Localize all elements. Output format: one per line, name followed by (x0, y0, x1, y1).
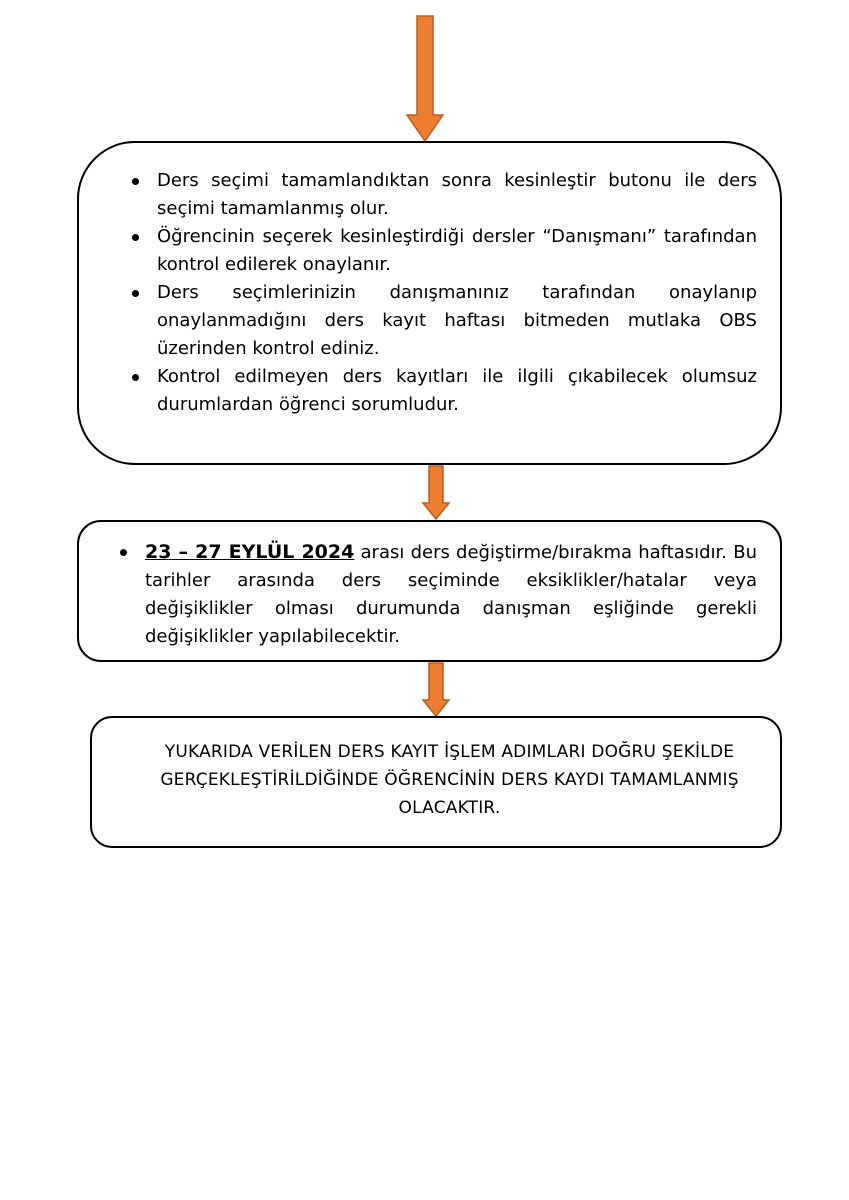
down-arrow-icon (422, 465, 450, 521)
add-drop-date-range: 23 – 27 EYLÜL 2024 (145, 541, 355, 563)
step-box-registration-complete (90, 716, 782, 848)
bullet-dot-icon (132, 234, 139, 241)
bullet-item (129, 167, 757, 223)
add-drop-text: arası ders değiştirme/bırakma haftasıdır. Bu tarihler arasında ders seçiminde eksiklikler/hatalar veya değişiklikler olması durumunda danışman eşliğinde gerekli değişiklikler yapılabilecektir. (145, 542, 757, 647)
bullet-text: Kontrol edilmeyen ders kayıtları ile ilgili çıkabilecek olumsuz durumlardan öğrenci sorumludur. (157, 366, 757, 415)
completion-message: YUKARIDA VERİLEN DERS KAYIT İŞLEM ADIMLARI DOĞRU ŞEKİLDE GERÇEKLEŞTİRİLDİĞİNDE ÖĞRENCİNİN DERS KAYDI TAMAMLANMIŞ OLACAKTIR. (160, 742, 739, 818)
down-arrow-icon (405, 15, 445, 143)
bullet-text: Öğrencinin seçerek kesinleştirdiği dersler “Danışmanı” tarafından kontrol edilerek onaylanır. (157, 226, 757, 275)
down-arrow-icon (422, 662, 450, 718)
bullet-item (129, 223, 757, 279)
bullet-text: Ders seçimlerinizin danışmanınız tarafından onaylanıp onaylanmadığını ders kayıt haftası bitmeden mutlaka OBS üzerinden kontrol ediniz. (157, 282, 757, 359)
bullet-dot-icon (120, 549, 127, 556)
bullet-item (129, 279, 757, 363)
step-box-course-confirmation (77, 141, 782, 465)
bullet-item (129, 363, 757, 419)
bullet-dot-icon (132, 290, 139, 297)
bullet-item (117, 538, 757, 651)
bullet-dot-icon (132, 178, 139, 185)
add-drop-bullet-list (117, 538, 757, 651)
confirmation-bullet-list (129, 167, 757, 419)
bullet-dot-icon (132, 374, 139, 381)
step-box-add-drop-week (77, 520, 782, 662)
bullet-text: Ders seçimi tamamlandıktan sonra kesinleştir butonu ile ders seçimi tamamlanmış olur. (157, 170, 757, 219)
